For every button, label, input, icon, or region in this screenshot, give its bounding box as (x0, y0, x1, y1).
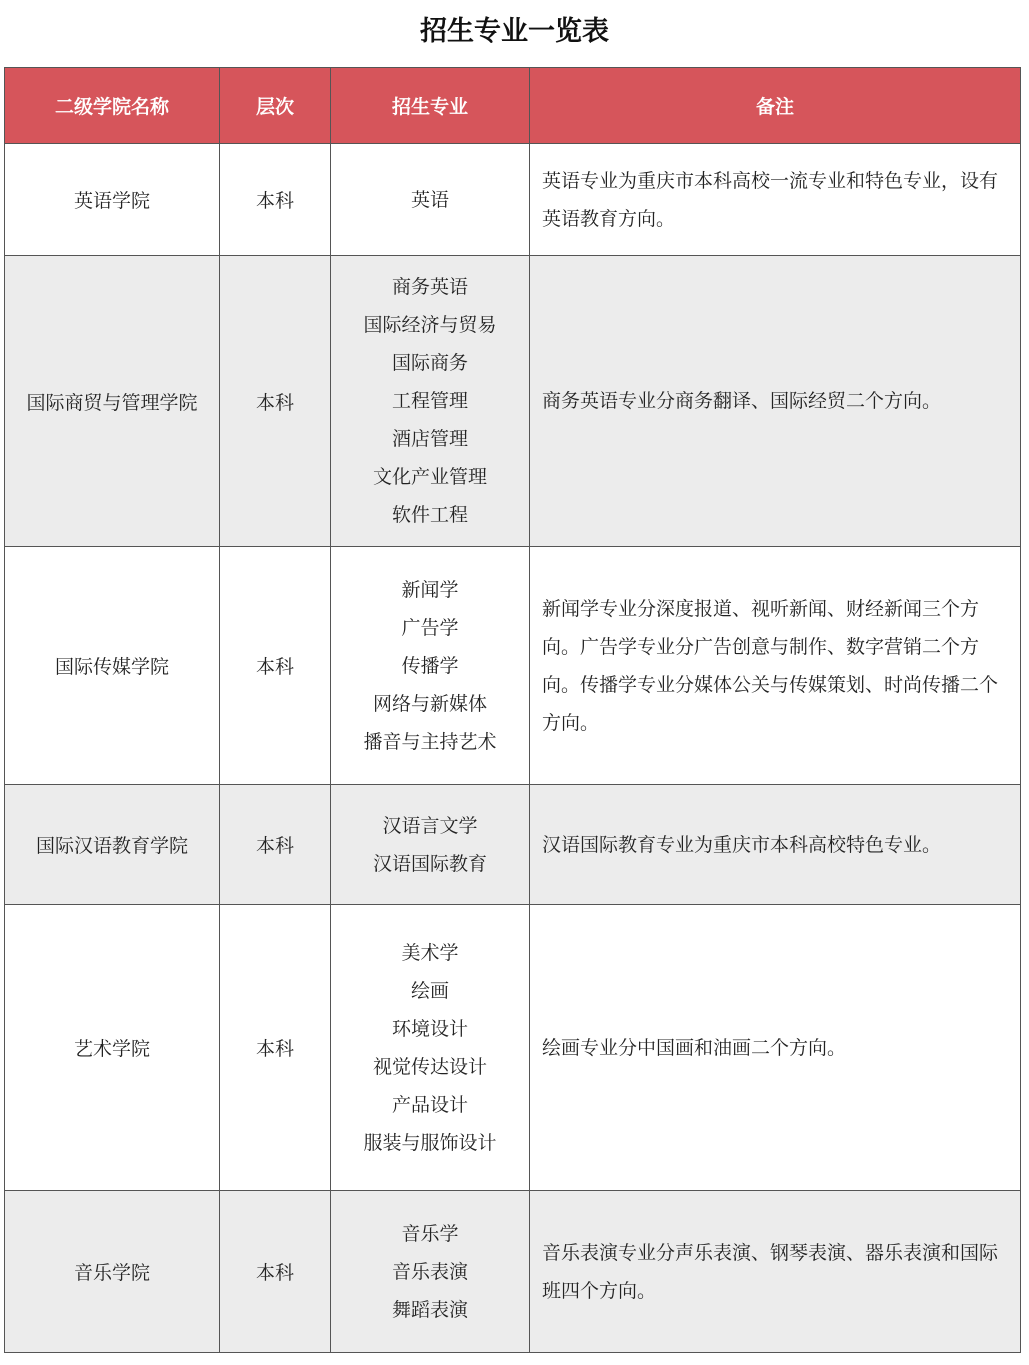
major-item: 国际商务 (391, 352, 468, 374)
majors-cell (331, 905, 530, 1191)
header-college: 二级学院名称 (5, 68, 220, 144)
level-cell: 本科 (220, 905, 331, 1191)
major-item: 商务英语 (391, 276, 468, 298)
header-note: 备注 (530, 68, 1021, 144)
majors-table (4, 67, 1021, 1353)
note-cell: 新闻学专业分深度报道、视听新闻、财经新闻三个方向。广告学专业分广告创意与制作、数字营销二个方向。传播学专业分媒体公关与传媒策划、时尚传播二个方向。 (530, 547, 1021, 785)
major-item: 汉语言文学 (382, 814, 478, 837)
major-item: 传播学 (401, 654, 459, 677)
college-cell: 国际商贸与管理学院 (5, 256, 220, 547)
major-item: 产品设计 (391, 1093, 468, 1116)
college-cell: 英语学院 (5, 144, 220, 256)
header-majors: 招生专业 (331, 68, 530, 144)
major-item: 汉语国际教育 (372, 852, 487, 875)
major-item: 音乐学 (401, 1222, 459, 1245)
table-row (5, 547, 1021, 785)
major-item: 文化产业管理 (372, 466, 487, 488)
table-row (5, 785, 1021, 905)
major-item: 酒店管理 (391, 428, 468, 450)
level-cell: 本科 (220, 785, 331, 905)
table-row (5, 144, 1021, 256)
level-cell: 本科 (220, 144, 331, 256)
college-cell: 艺术学院 (5, 905, 220, 1191)
level-cell: 本科 (220, 1191, 331, 1353)
major-item: 网络与新媒体 (372, 692, 487, 715)
major-item: 音乐表演 (391, 1260, 468, 1283)
major-item: 广告学 (401, 616, 459, 639)
major-item: 软件工程 (391, 504, 468, 526)
table-row (5, 905, 1021, 1191)
college-cell: 国际传媒学院 (5, 547, 220, 785)
level-cell: 本科 (220, 547, 331, 785)
note-cell: 绘画专业分中国画和油画二个方向。 (530, 905, 1021, 1191)
majors-cell (331, 256, 530, 547)
page-title: 招生专业一览表 (420, 16, 609, 47)
college-cell: 音乐学院 (5, 1191, 220, 1353)
major-item: 舞蹈表演 (391, 1298, 468, 1321)
major-item: 播音与主持艺术 (363, 730, 497, 753)
major-item: 国际经济与贸易 (363, 314, 497, 336)
note-cell: 汉语国际教育专业为重庆市本科高校特色专业。 (530, 785, 1021, 905)
major-item: 新闻学 (401, 578, 459, 601)
note-cell: 商务英语专业分商务翻译、国际经贸二个方向。 (530, 256, 1021, 547)
note-cell: 音乐表演专业分声乐表演、钢琴表演、器乐表演和国际班四个方向。 (530, 1191, 1021, 1353)
major-item: 美术学 (401, 941, 459, 964)
major-item: 服装与服饰设计 (363, 1131, 497, 1154)
college-cell: 国际汉语教育学院 (5, 785, 220, 905)
major-item: 环境设计 (391, 1017, 468, 1040)
major-item: 英语 (410, 188, 449, 211)
majors-cell (331, 144, 530, 256)
majors-cell (331, 1191, 530, 1353)
major-item: 绘画 (410, 979, 449, 1002)
table-row (5, 256, 1021, 547)
majors-cell (331, 547, 530, 785)
majors-cell (331, 785, 530, 905)
major-item: 视觉传达设计 (372, 1055, 487, 1078)
major-item: 工程管理 (391, 390, 468, 412)
note-cell: 英语专业为重庆市本科高校一流专业和特色专业，设有英语教育方向。 (530, 144, 1021, 256)
table-header-row (5, 68, 1021, 144)
level-cell: 本科 (220, 256, 331, 547)
table-row (5, 1191, 1021, 1353)
header-level: 层次 (220, 68, 331, 144)
